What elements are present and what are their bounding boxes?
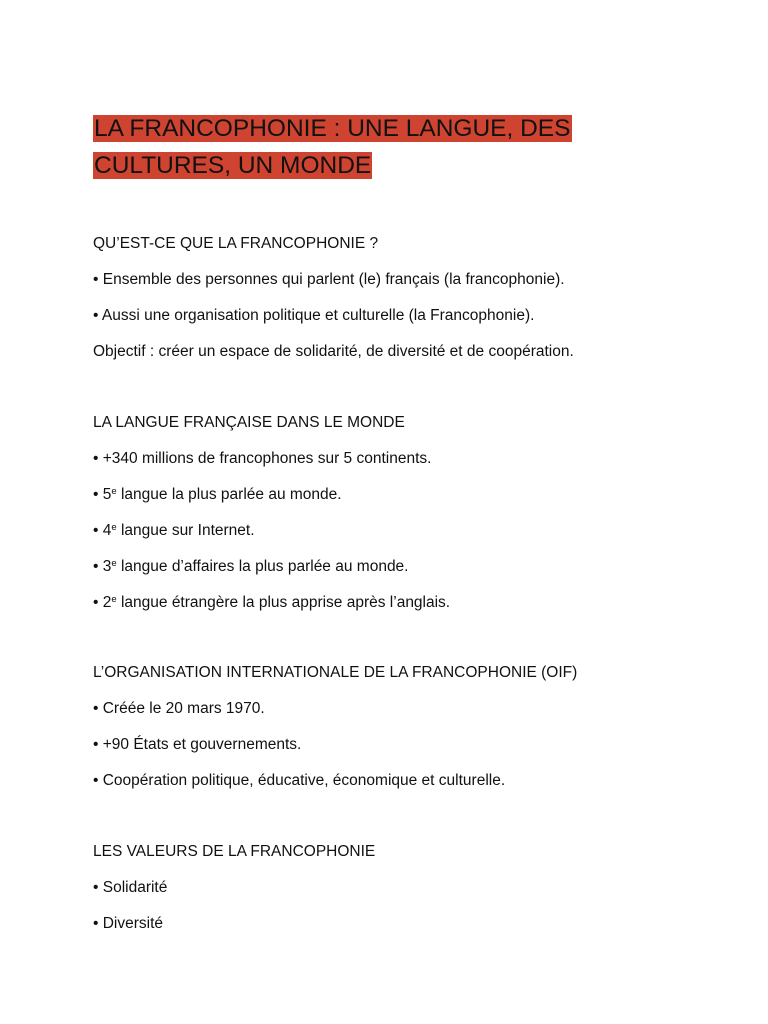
document-title	[93, 110, 653, 184]
section-heading: QU’EST-CE QUE LA FRANCOPHONIE ?	[93, 235, 379, 252]
section-heading: L’ORGANISATION INTERNATIONALE DE LA FRANCOPHONIE (OIF)	[93, 664, 578, 681]
title-line-1: LA FRANCOPHONIE : UNE LANGUE, DES	[94, 115, 571, 142]
list-item: • 3e langue d’affaires la plus parlée au monde.	[93, 558, 409, 575]
list-item: • +90 États et gouvernements.	[93, 736, 302, 753]
list-item: • Solidarité	[93, 879, 168, 896]
list-item: • Créée le 20 mars 1970.	[93, 700, 265, 717]
title-line-2: CULTURES, UN MONDE	[94, 152, 372, 179]
list-item: • Ensemble des personnes qui parlent (le) français (la francophonie).	[93, 271, 565, 288]
list-item: • Coopération politique, éducative, économique et culturelle.	[93, 772, 506, 789]
list-item: • Aussi une organisation politique et culturelle (la Francophonie).	[93, 307, 535, 324]
list-item: • 2e langue étrangère la plus apprise après l’anglais.	[93, 594, 451, 611]
section-heading: LA LANGUE FRANÇAISE DANS LE MONDE	[93, 414, 405, 431]
list-item: • Diversité	[93, 915, 164, 932]
objective-text: Objectif : créer un espace de solidarité, de diversité et de coopération.	[93, 343, 574, 360]
list-item: • +340 millions de francophones sur 5 continents.	[93, 450, 432, 467]
list-item: • 5e langue la plus parlée au monde.	[93, 486, 342, 503]
section-heading: LES VALEURS DE LA FRANCOPHONIE	[93, 843, 376, 860]
list-item: • 4e langue sur Internet.	[93, 522, 255, 539]
